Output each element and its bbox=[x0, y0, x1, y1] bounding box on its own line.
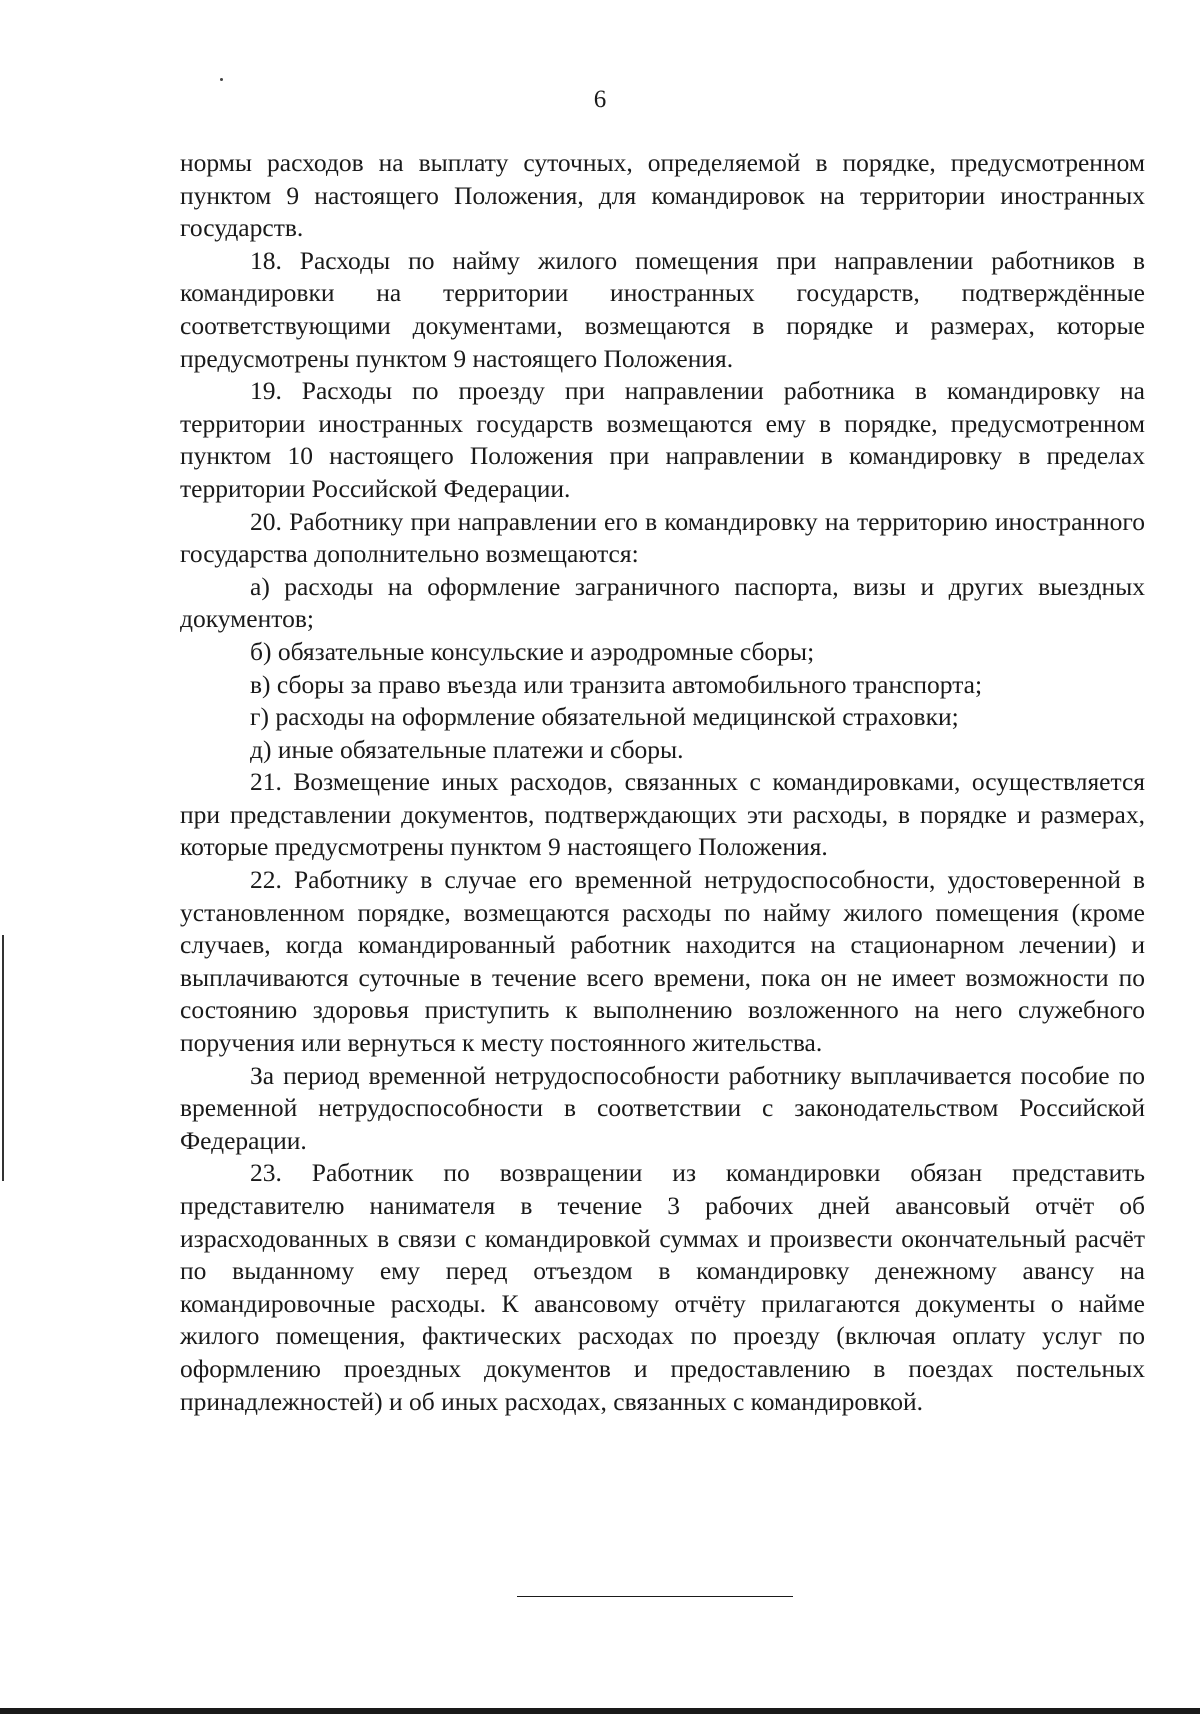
document-body bbox=[180, 147, 1145, 1418]
list-item-a: а) расходы на оформление заграничного паспорта, визы и других выездных документов; bbox=[180, 571, 1145, 634]
paragraph-23: 23. Работник по возвращении из командировки обязан представить представителю нанимателя в течение 3 рабочих дней авансовый отчёт об израсходованных в связи с командировкой суммах и произвести окончательный расчёт по выданному ему перед отъездом в командировку денежному авансу на командировочные расходы. К авансовому отчёту прилагаются документы о найме жилого помещения, фактических расходах по проезду (включая оплату услуг по оформлению проездных документов и предоставлению в поездах постельных принадлежностей) и об иных расходах, связанных с командировкой. bbox=[180, 1158, 1145, 1416]
list-item-v: в) сборы за право въезда или транзита автомобильного транспорта; bbox=[250, 669, 983, 699]
paragraph-continuation: нормы расходов на выплату суточных, определяемой в порядке, предусмотренном пунктом 9 настоящего Положения, для командировок на территории иностранных государств. bbox=[180, 148, 1145, 243]
paragraph-20: 20. Работнику при направлении его в командировку на территорию иностранного государства дополнительно возмещаются: bbox=[180, 506, 1145, 569]
scan-speck bbox=[220, 78, 223, 81]
paragraph-18: 18. Расходы по найму жилого помещения при направлении работников в командировки на территории иностранных государств, подтверждённые соответствующими документами, возмещаются в порядке и размерах, которые предусмотрены пунктом 9 настоящего Положения. bbox=[180, 245, 1145, 373]
list-item-b: б) обязательные консульские и аэродромные сборы; bbox=[250, 636, 815, 666]
page-number: 6 bbox=[593, 86, 607, 113]
scan-margin-mark bbox=[2, 935, 4, 1181]
end-of-text-rule bbox=[517, 1596, 793, 1597]
scan-bottom-edge bbox=[0, 1708, 1200, 1714]
paragraph-22-continuation: За период временной нетрудоспособности работнику выплачивается пособие по временной нетрудоспособности в соответствии с законодательством Российской Федерации. bbox=[180, 1060, 1145, 1155]
paragraph-22: 22. Работнику в случае его временной нетрудоспособности, удостоверенной в установленном порядке, возмещаются расходы по найму жилого помещения (кроме случаев, когда командированный работник находится на стационарном лечении) и выплачиваются суточные в течение всего времени, пока он не имеет возможности по состоянию здоровья приступить к выполнению возложенного на него служебного поручения или вернуться к месту постоянного жительства. bbox=[180, 865, 1145, 1058]
list-item-d: д) иные обязательные платежи и сборы. bbox=[250, 734, 684, 764]
paragraph-21: 21. Возмещение иных расходов, связанных с командировками, осуществляется при представлении документов, подтверждающих эти расходы, в порядке и размерах, которые предусмотрены пунктом 9 настоящего Положения. bbox=[180, 767, 1145, 862]
list-item-g: г) расходы на оформление обязательной медицинской страховки; bbox=[250, 702, 959, 732]
paragraph-19: 19. Расходы по проезду при направлении работника в командировку на территории иностранных государств возмещаются ему в порядке, предусмотренном пунктом 10 настоящего Положения при направлении в командировку в пределах территории Российской Федерации. bbox=[180, 376, 1145, 503]
